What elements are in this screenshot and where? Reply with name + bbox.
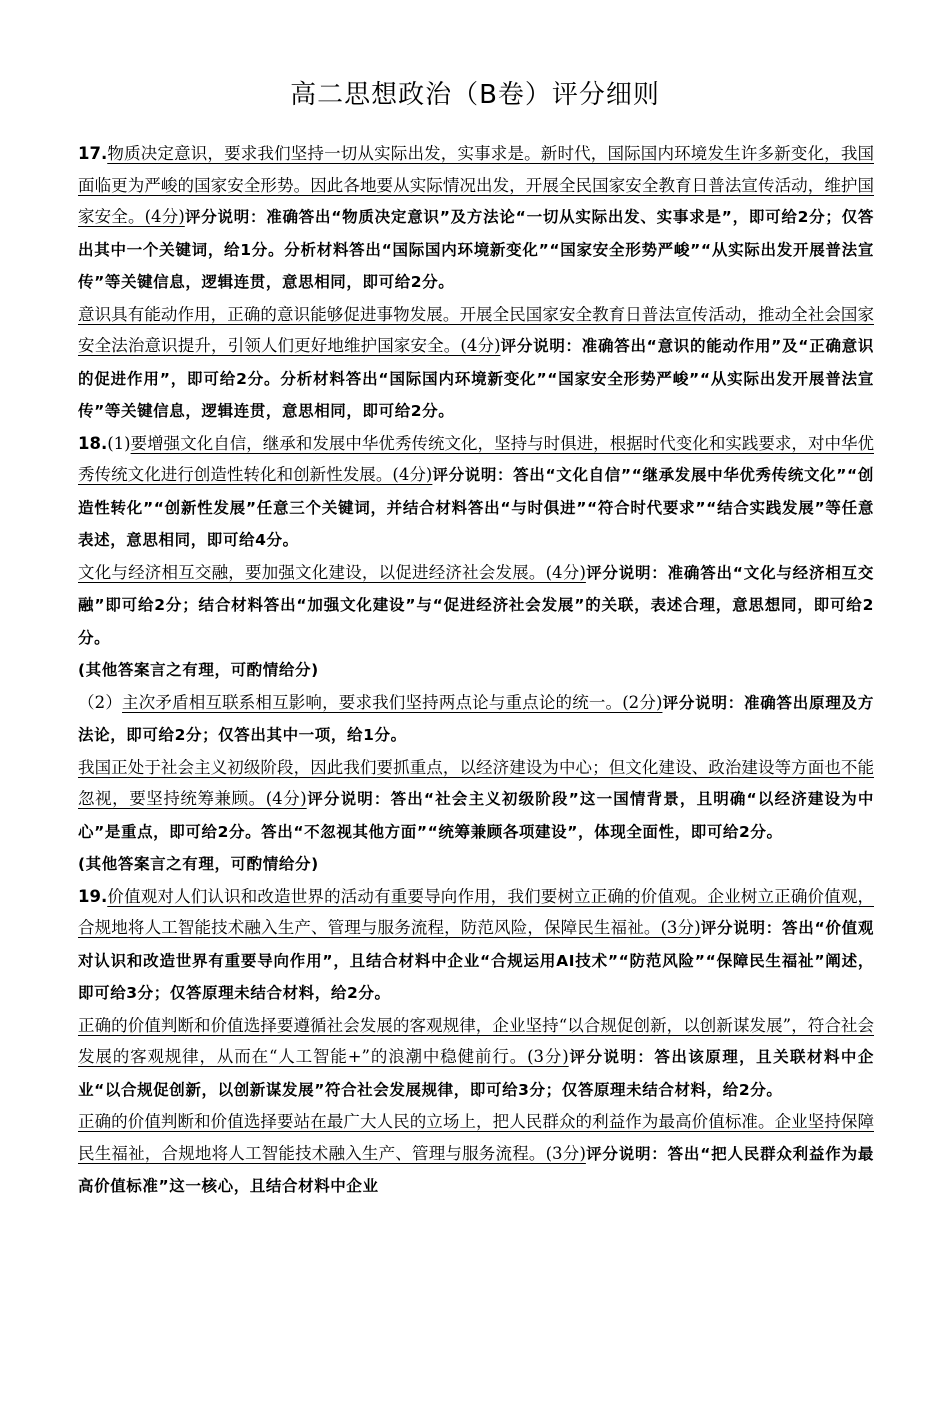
q19-answer-1 [78, 881, 874, 1010]
q17-a1-answer: 物质决定意识，要求我们坚持一切从实际出发，实事求是。新时代，国际国内环境发生许多新变化，我国面临更为严峻的国家安全形势。因此各地要从实际情况出发，开展全民国家安全教育日普法宣传活动，维护国家安全。(4分) [78, 144, 874, 226]
q18-part1-answer-1 [78, 428, 874, 557]
q18-p1-a1-answer: 要增强文化自信，继承和发展中华优秀传统文化，坚持与时俱进，根据时代变化和实践要求，对中华优秀传统文化进行创造性转化和创新性发展。(4分) [78, 433, 874, 484]
scoring-content [78, 138, 874, 1203]
q19-answer-3 [78, 1106, 874, 1203]
q19-a1-note: 评分说明：答出“价值观对认识和改造世界有重要导向作用”，且结合材料中企业“合规运用AI技术”“防范风险”“保障民生福祉”阐述，即可给3分；仅答原理未结合材料，给2分。 [78, 919, 874, 1002]
q17-a2-answer: 意识具有能动作用，正确的意识能够促进事物发展。开展全民国家安全教育日普法宣传活动，推动全社会国家安全法治意识提升，引领人们更好地维护国家安全。(4分) [78, 304, 874, 355]
q18-p2-a1-answer: 主次矛盾相互联系相互影响，要求我们坚持两点论与重点论的统一。(2分) [122, 692, 663, 712]
q18-part2-answer-2 [78, 752, 874, 849]
q17-answer-1 [78, 138, 874, 299]
q18-number: 18. [78, 433, 108, 453]
q17-a1-note: 评分说明：准确答出“物质决定意识”及方法论“一切从实际出发、实事求是”，即可给2分；仅答出其中一个关键词，给1分。分析材料答出“国际国内环境新变化”“国家安全形势严峻”“从实际出发开展普法宣传”等关键信息，逻辑连贯，意思相同，即可给2分。 [78, 208, 874, 291]
q18-part1-label: (1) [107, 433, 131, 453]
q18-p2-a1-note: 评分说明：准确答出原理及方法论，即可给2分；仅答出其中一项，给1分。 [78, 693, 875, 744]
q18-p1-a2-answer: 文化与经济相互交融，要加强文化建设，以促进经济社会发展。(4分) [78, 562, 586, 582]
q18-part1-answer-2 [78, 557, 874, 655]
q17-number: 17. [78, 144, 108, 163]
q17-answer-2 [78, 299, 874, 428]
q19-a2-note: 评分说明：答出该原理，且关联材料中企业“以合规促创新，以创新谋发展”符合社会发展规律，即可给3分；仅答原理未结合材料，给2分。 [78, 1048, 874, 1099]
q18-part1-other [78, 654, 874, 687]
q18-p2-a2-note: 评分说明：答出“社会主义初级阶段”这一国情背景，且明确“以经济建设为中心”是重点，即可给2分。答出“不忽视其他方面”“统筹兼顾各项建设”，体现全面性，即可给2分。 [78, 790, 874, 841]
q18-p1-a2-note: 评分说明：准确答出“文化与经济相互交融”即可给2分；结合材料答出“加强文化建设”与“促进经济社会发展”的关联，表述合理，意思想同，即可给2分。 [78, 563, 874, 647]
q19-a3-note: 评分说明：答出“把人民群众利益作为最高价值标准”这一核心，且结合材料中企业 [78, 1144, 874, 1195]
q18-p2-other-note: (其他答案言之有理，可酌情给分) [78, 855, 319, 873]
q18-p1-a1-note: 评分说明：答出“文化自信”“继承发展中华优秀传统文化”“创造性转化”“创新性发展”任意三个关键词，并结合材料答出“与时俱进”“符合时代要求”“结合实践发展”等任意表述，意思相同，即可给4分。 [78, 466, 874, 549]
q19-number: 19. [78, 886, 108, 906]
q18-part2-answer-1 [78, 687, 874, 752]
page-title: 高二思想政治（B卷）评分细则 [290, 80, 660, 110]
q19-a1-answer: 价值观对人们认识和改造世界的活动有重要导向作用，我们要树立正确的价值观。企业树立正确价值观，合规地将人工智能技术融入生产、管理与服务流程，防范风险，保障民生福祉。(3分) [78, 886, 874, 937]
q18-p2-a2-answer: 我国正处于社会主义初级阶段，因此我们要抓重点，以经济建设为中心；但文化建设、政治建设等方面也不能忽视，要坚持统筹兼顾。(4分) [78, 757, 874, 808]
q19-a3-answer: 正确的价值判断和价值选择要站在最广大人民的立场上，把人民群众的利益作为最高价值标准。企业坚持保障民生福祉，合规地将人工智能技术融入生产、管理与服务流程。(3分) [78, 1112, 874, 1163]
q19-a2-answer: 正确的价值判断和价值选择要遵循社会发展的客观规律，企业坚持“以合规促创新，以创新谋发展”，符合社会发展的客观规律，从而在“人工智能+”的浪潮中稳健前行。(3分) [78, 1015, 874, 1066]
q17-a2-note: 评分说明：准确答出“意识的能动作用”及“正确意识的促进作用”，即可给2分。分析材料答出“国际国内环境新变化”“国家安全形势严峻”“从实际出发开展普法宣传”等关键信息，逻辑连贯，意思相同，即可给2分。 [78, 337, 874, 420]
q19-answer-2 [78, 1010, 874, 1107]
q18-part2-other [78, 848, 874, 881]
q18-part2-label: （2） [78, 692, 123, 712]
q18-p1-other-note: (其他答案言之有理，可酌情给分) [78, 661, 319, 679]
